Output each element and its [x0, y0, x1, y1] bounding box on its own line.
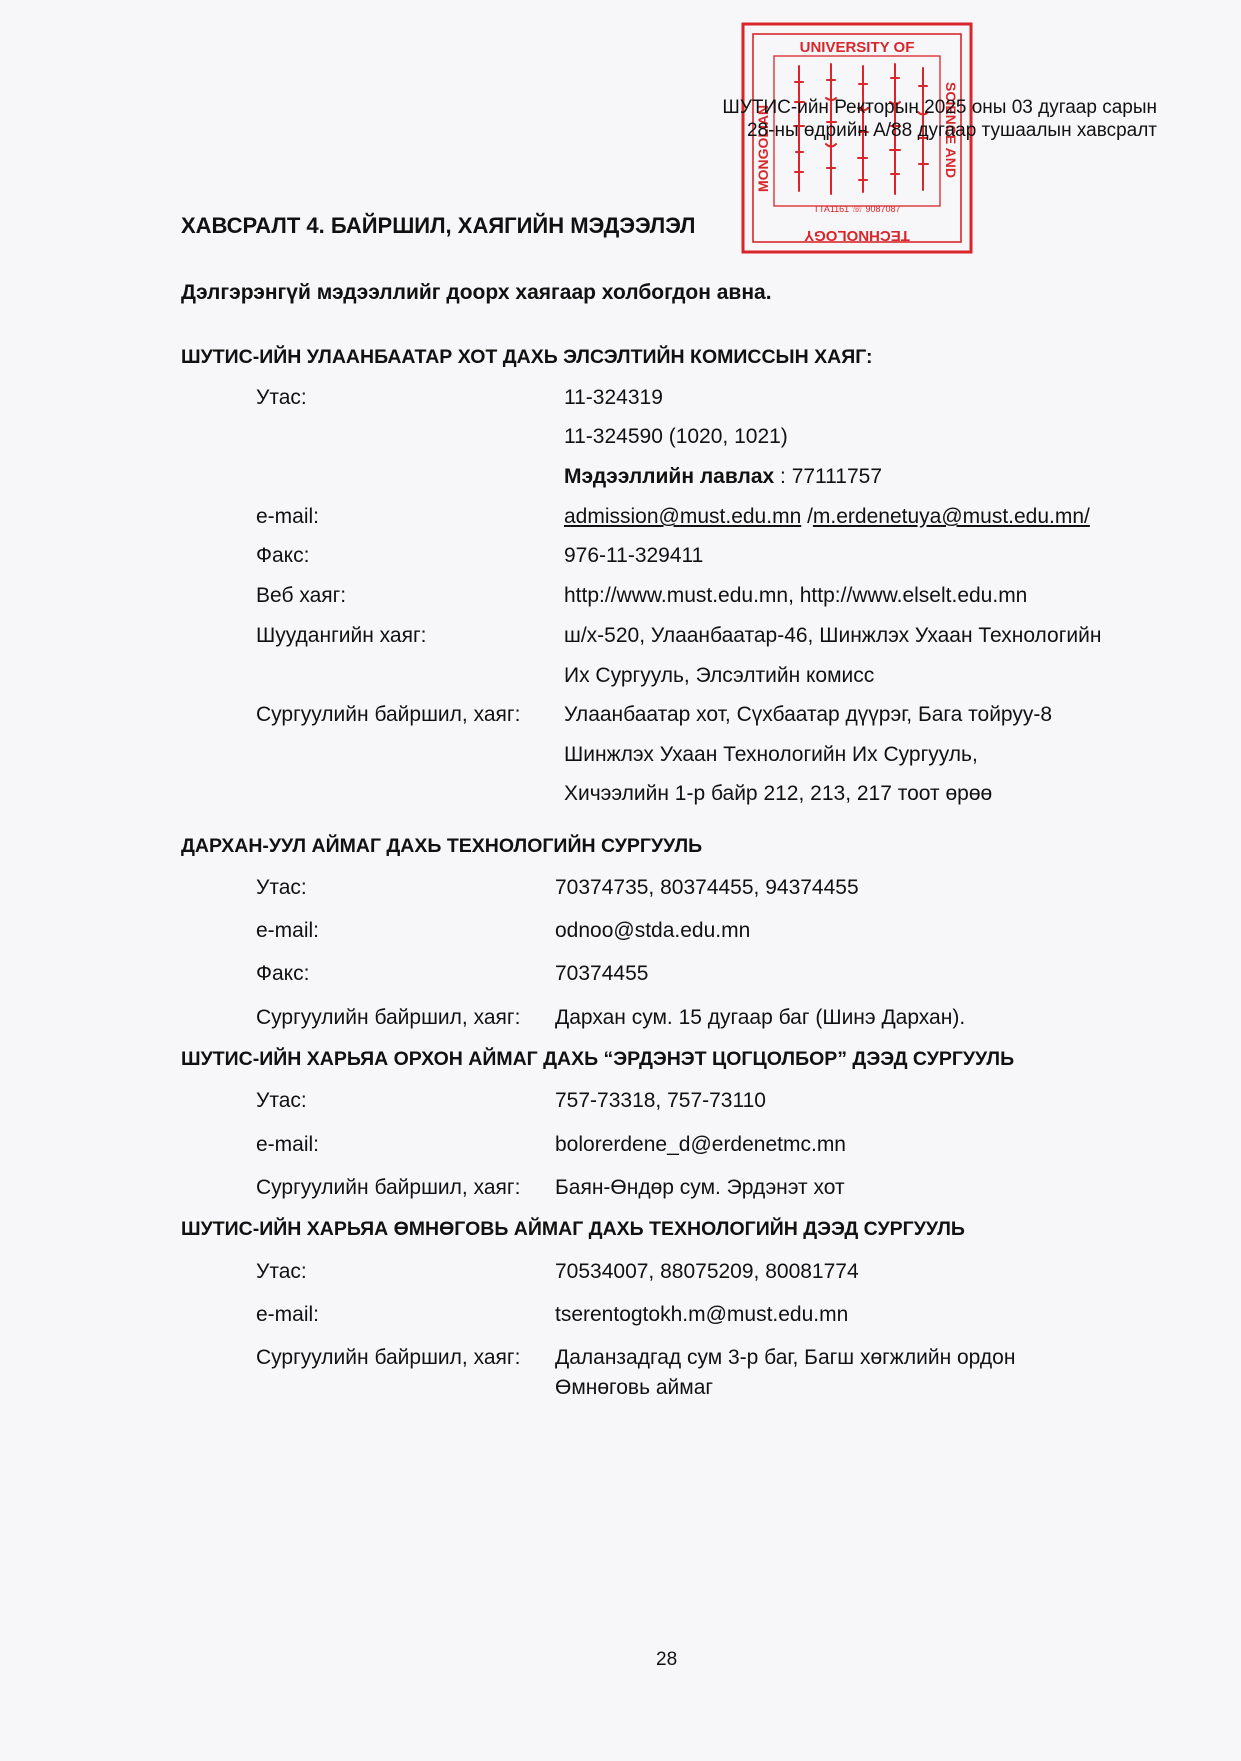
ub-phone-2: 11-324590 (1020, 1021) [564, 425, 788, 448]
ub-web-label: Веб хаяг: [256, 584, 347, 607]
ub-info-value: : 77111757 [774, 465, 883, 488]
order-reference-line2: 28-ны өдрийн А/88 дугаар тушаалын хавсралт [746, 120, 1157, 141]
ub-address-line-1: Улаанбаатар хот, Сүхбаатар дүүрэг, Бага тойруу-8 [564, 703, 1053, 726]
omnogovi-address-line-1: Даланзадгад сум 3-р баг, Багш хөгжлийн ордон [555, 1346, 1016, 1369]
orkhon-address-label: Сургуулийн байршил, хаяг: [256, 1176, 521, 1199]
darkhan-phone-value: 70374735, 80374455, 94374455 [555, 876, 859, 899]
darkhan-email-value: odnoo@stda.edu.mn [555, 919, 751, 942]
ub-web-value: http://www.must.edu.mn, http://www.elselt.edu.mn [564, 584, 1028, 607]
ub-phone-1: 11-324319 [564, 386, 663, 409]
ub-email-line [564, 505, 1090, 529]
omnogovi-phone-value: 70534007, 88075209, 80081774 [555, 1260, 859, 1283]
darkhan-phone-label: Утас: [256, 876, 307, 899]
ub-address-line-3: Хичээлийн 1-р байр 212, 213, 217 тоот өрөө [564, 782, 993, 805]
darkhan-address-value: Дархан сум. 15 дугаар баг (Шинэ Дархан). [555, 1006, 966, 1029]
omnogovi-address-line-2: Өмнөговь аймаг [555, 1376, 714, 1399]
ub-mail-label: Шуудангийн хаяг: [256, 624, 427, 647]
omnogovi-phone-label: Утас: [256, 1260, 307, 1283]
ub-phone-label: Утас: [256, 386, 307, 409]
omnogovi-address-label: Сургуулийн байршил, хаяг: [256, 1346, 521, 1369]
orkhon-email-value: bolorerdene_d@erdenetmc.mn [555, 1133, 846, 1156]
svg-text:TECHNOLOGY: TECHNOLOGY [804, 227, 910, 244]
ub-info-line [564, 465, 882, 489]
ub-address-label: Сургуулийн байршил, хаяг: [256, 703, 521, 726]
section-title-orkhon: ШУТИС-ИЙН ХАРЬЯА ОРХОН АЙМАГ ДАХЬ “ЭРДЭНЭТ ЦОГЦОЛБОР” ДЭЭД СУРГУУЛЬ [181, 1048, 1015, 1070]
darkhan-fax-value: 70374455 [555, 962, 649, 985]
ub-fax-label: Факс: [256, 544, 310, 567]
omnogovi-email-label: e-mail: [256, 1303, 320, 1326]
ub-info-label: Мэдээллийн лавлах [564, 465, 775, 488]
ub-email-label: e-mail: [256, 505, 320, 528]
omnogovi-email-value: tserentogtokh.m@must.edu.mn [555, 1303, 849, 1326]
order-reference-line1: ШУТИС-ийн Ректорын 2025 оны 03 дугаар сарын [722, 97, 1157, 118]
orkhon-phone-label: Утас: [256, 1089, 307, 1112]
page-title: ХАВСРАЛТ 4. БАЙРШИЛ, ХАЯГИЙН МЭДЭЭЛЭЛ [181, 213, 696, 238]
page-number: 28 [656, 1649, 678, 1670]
orkhon-email-label: e-mail: [256, 1133, 320, 1156]
svg-text:TTA1161 ☏ 9087087: TTA1161 ☏ 9087087 [813, 204, 901, 214]
intro-text: Дэлгэрэнгүй мэдээллийг доорх хаягаар холбогдон авна. [181, 281, 772, 304]
ub-mail-line-2: Их Сургууль, Элсэлтийн комисс [564, 664, 875, 687]
ub-address-line-2: Шинжлэх Ухаан Технологийн Их Сургууль, [564, 743, 978, 766]
orkhon-phone-value: 757-73318, 757-73110 [555, 1089, 766, 1112]
section-title-omnogovi: ШУТИС-ИЙН ХАРЬЯА ӨМНӨГОВЬ АЙМАГ ДАХЬ ТЕХНОЛОГИЙН ДЭЭД СУРГУУЛЬ [181, 1218, 965, 1240]
order-reference [722, 96, 1157, 142]
orkhon-address-value: Баян-Өндөр сум. Эрдэнэт хот [555, 1176, 845, 1199]
ub-email-separator: / [801, 505, 813, 528]
darkhan-email-label: e-mail: [256, 919, 320, 942]
ub-fax-value: 976-11-329411 [564, 544, 704, 567]
section-title-darkhan: ДАРХАН-УУЛ АЙМАГ ДАХЬ ТЕХНОЛОГИЙН СУРГУУЛЬ [181, 835, 703, 857]
svg-text:UNIVERSITY OF: UNIVERSITY OF [799, 39, 915, 56]
darkhan-address-label: Сургуулийн байршил, хаяг: [256, 1006, 521, 1029]
darkhan-fax-label: Факс: [256, 962, 310, 985]
ub-email-link-1[interactable]: admission@must.edu.mn [564, 505, 802, 528]
ub-mail-line-1: ш/х-520, Улаанбаатар-46, Шинжлэх Ухаан Технологийн [564, 624, 1102, 647]
svg-text:MONGOLIAN: MONGOLIAN [755, 104, 771, 192]
svg-text:SCIENCE AND: SCIENCE AND [943, 82, 959, 178]
ub-email-link-2[interactable]: m.erdenetuya@must.edu.mn/ [812, 505, 1090, 528]
section-title-ub: ШУТИС-ИЙН УЛААНБААТАР ХОТ ДАХЬ ЭЛСЭЛТИЙН КОМИССЫН ХАЯГ: [181, 346, 873, 368]
